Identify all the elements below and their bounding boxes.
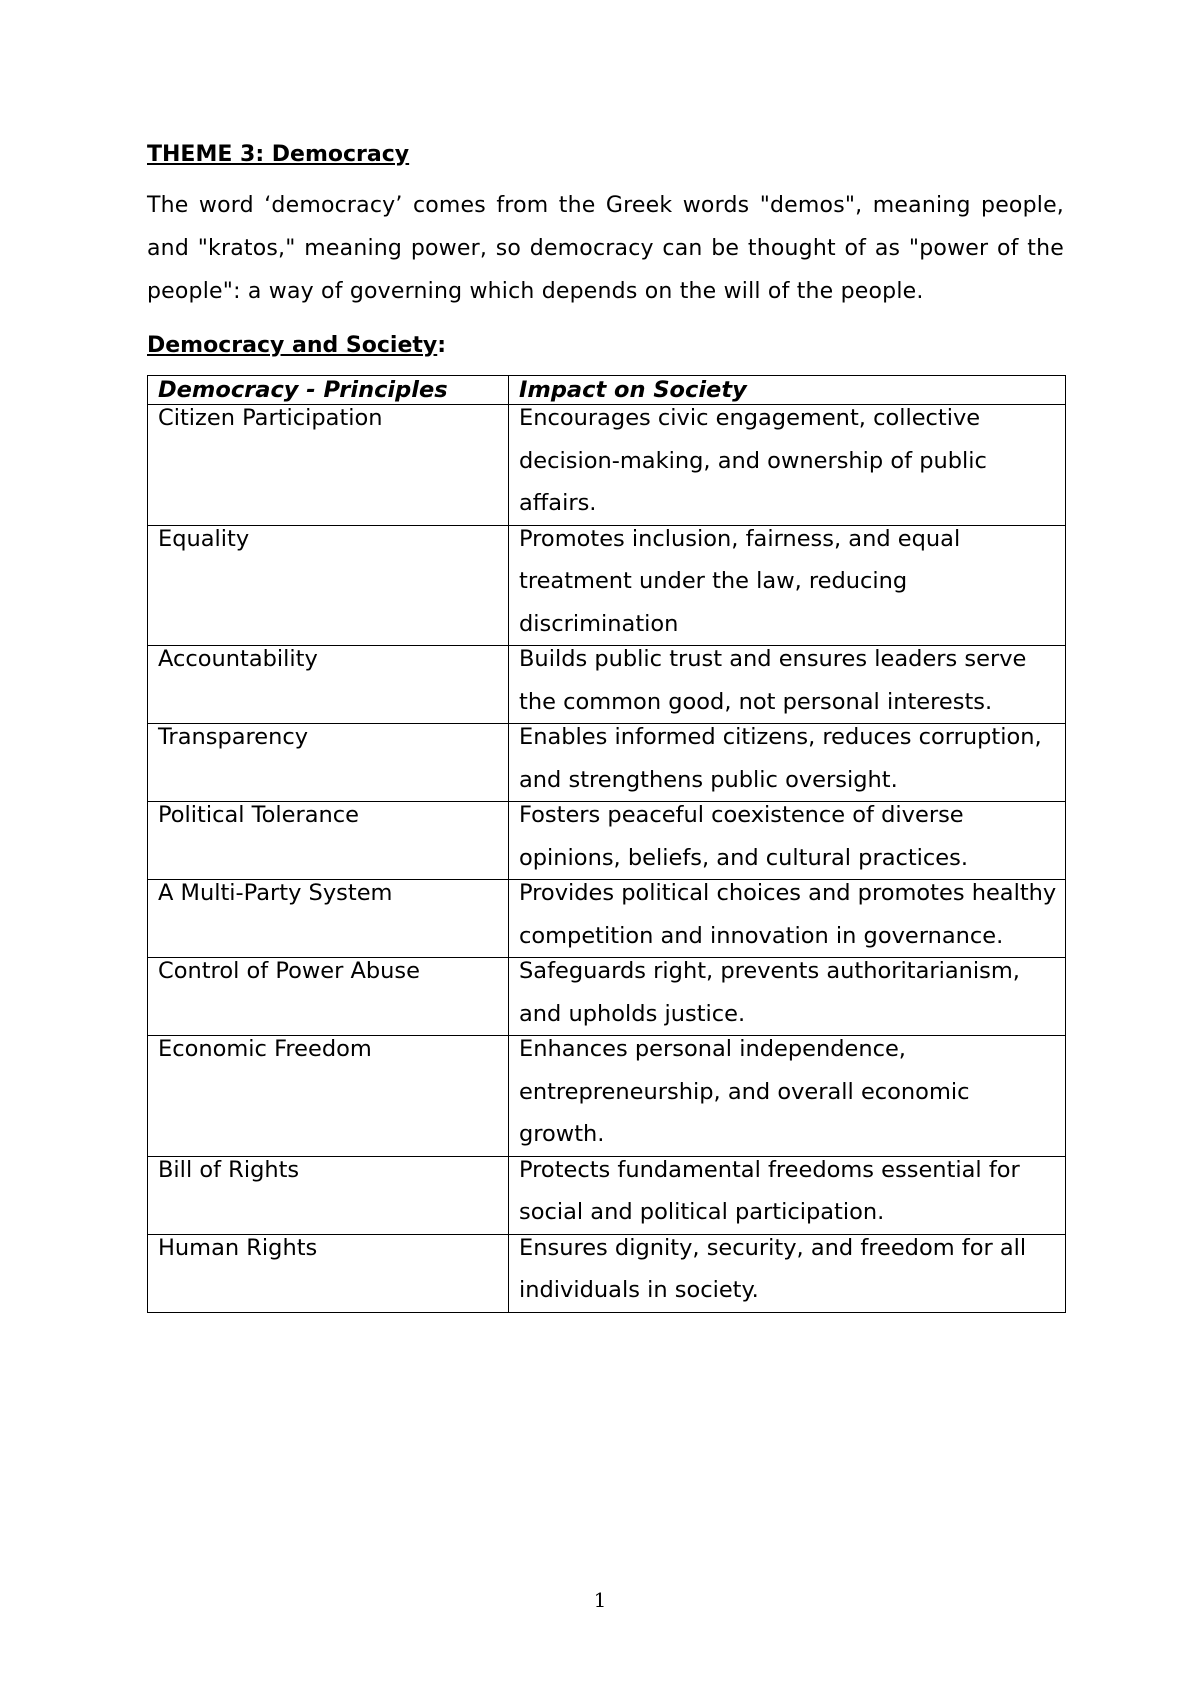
impact-cell <box>509 1234 1066 1312</box>
impact-text: Ensures dignity, security, and freedom for all individuals in society. <box>519 1234 1027 1303</box>
impact-text: Enables informed citizens, reduces corruption, and strengthens public oversight. <box>519 724 1042 793</box>
section-heading <box>147 331 1064 361</box>
principle-cell <box>148 802 509 880</box>
impact-text: Protects fundamental freedoms essential for social and political participation. <box>519 1156 1020 1225</box>
principle-text: Transparency <box>158 724 309 750</box>
principle-cell <box>148 724 509 802</box>
principle-cell <box>148 958 509 1036</box>
section-heading-colon: : <box>437 333 447 358</box>
impact-cell <box>509 724 1066 802</box>
principle-text: Equality <box>158 525 250 552</box>
principles-table <box>147 375 1066 1313</box>
principle-cell <box>148 405 509 526</box>
principle-cell <box>148 880 509 958</box>
impact-text: Safeguards right, prevents authoritarianism, and upholds justice. <box>519 958 1020 1027</box>
page-number: 1 <box>593 1588 607 1612</box>
impact-cell <box>509 958 1066 1036</box>
impact-text: Encourages civic engagement, collective decision-making, and ownership of public affairs. <box>519 405 987 516</box>
principle-text: Control of Power Abuse <box>158 958 421 984</box>
table-row <box>148 1234 1066 1312</box>
impact-cell <box>509 646 1066 724</box>
principle-cell <box>148 1036 509 1157</box>
impact-cell <box>509 880 1066 958</box>
table-row <box>148 525 1066 646</box>
table-row <box>148 958 1066 1036</box>
principle-text: Citizen Participation <box>158 405 383 431</box>
principle-text: Bill of Rights <box>158 1156 300 1183</box>
theme-title: THEME 3: Democracy <box>147 142 410 167</box>
document-page <box>147 140 1064 1313</box>
impact-cell <box>509 1156 1066 1234</box>
table-row <box>148 724 1066 802</box>
impact-cell <box>509 525 1066 646</box>
impact-text: Fosters peaceful coexistence of diverse opinions, beliefs, and cultural practices. <box>519 802 969 871</box>
table-body <box>148 405 1066 1313</box>
principle-text: Economic Freedom <box>158 1036 372 1062</box>
principle-text: Political Tolerance <box>158 802 359 828</box>
table-row <box>148 880 1066 958</box>
column-header-principles: Democracy - Principles <box>148 376 509 405</box>
table-row <box>148 405 1066 526</box>
section-heading-text: Democracy and Society <box>147 333 438 358</box>
principle-text: Accountability <box>158 646 318 672</box>
principle-text: A Multi-Party System <box>158 880 393 906</box>
table-row <box>148 1036 1066 1157</box>
impact-cell <box>509 802 1066 880</box>
impact-text: Builds public trust and ensures leaders serve the common good, not personal interests. <box>519 646 1027 715</box>
table-row <box>148 1156 1066 1234</box>
impact-text: Provides political choices and promotes healthy competition and innovation in governance. <box>519 880 1057 949</box>
principle-cell <box>148 1234 509 1312</box>
impact-text: Enhances personal independence, entrepreneurship, and overall economic growth. <box>519 1036 970 1147</box>
principle-cell <box>148 646 509 724</box>
impact-cell <box>509 1036 1066 1157</box>
impact-text: Promotes inclusion, fairness, and equal treatment under the law, reducing discrimination <box>519 525 961 637</box>
principle-cell <box>148 1156 509 1234</box>
intro-paragraph: The word ‘democracy’ comes from the Greek words "demos", meaning people, and "kratos," meaning power, so democracy can be thought of as "power of the people": a way of governing which depends on the will of the people. <box>147 193 1064 304</box>
principle-cell <box>148 525 509 646</box>
table-row <box>148 646 1066 724</box>
column-header-impact: Impact on Society <box>509 376 1066 405</box>
table-row <box>148 802 1066 880</box>
principle-text: Human Rights <box>158 1234 318 1261</box>
impact-cell <box>509 405 1066 526</box>
